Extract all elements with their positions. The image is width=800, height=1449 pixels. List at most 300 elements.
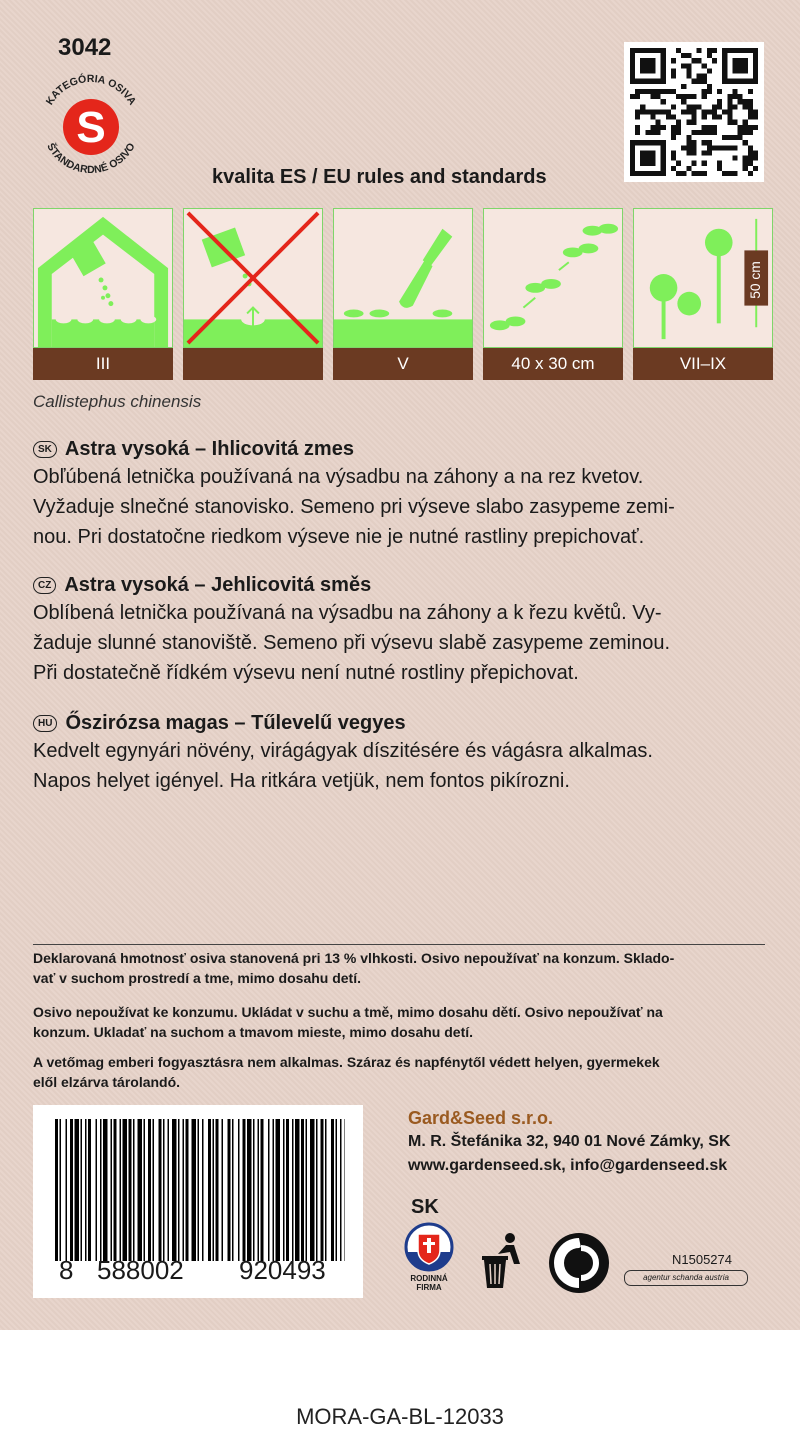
qr-module xyxy=(697,171,702,176)
barcode-bar xyxy=(66,1119,68,1261)
qr-module xyxy=(671,104,676,109)
print-code: MORA-GA-BL-12033 xyxy=(296,1404,504,1429)
qr-module xyxy=(691,171,696,176)
qr-module xyxy=(753,150,758,155)
language-badge: SK xyxy=(33,441,57,458)
qr-module xyxy=(717,161,722,166)
badge-top-text: KATEGÓRIA OSIVA xyxy=(43,72,139,108)
qr-module xyxy=(702,109,707,114)
slovak-family-firm-icon xyxy=(404,1222,454,1272)
barcode-bar xyxy=(144,1119,146,1261)
qr-module xyxy=(691,130,696,135)
qr-module xyxy=(640,89,645,94)
barcode-bar xyxy=(268,1119,270,1261)
barcode-bar xyxy=(103,1119,108,1261)
qr-module xyxy=(717,166,722,171)
qr-module xyxy=(681,145,686,150)
barcode-bar xyxy=(153,1119,155,1261)
badge-bottom-text: ŠTANDARDNÉ OSIVO xyxy=(44,141,138,176)
qr-module xyxy=(712,104,717,109)
qr-module xyxy=(681,53,686,58)
greenhouse-sowing-icon xyxy=(33,208,173,348)
qr-module xyxy=(732,104,737,109)
qr-module xyxy=(702,161,707,166)
qr-module xyxy=(727,94,732,99)
qr-module xyxy=(748,89,753,94)
barcode-bar xyxy=(213,1119,215,1261)
barcode-bar xyxy=(316,1119,318,1261)
barcode-bars xyxy=(55,1119,345,1261)
cultivation-icons xyxy=(33,208,773,380)
qr-module xyxy=(666,115,671,120)
barcode-bar xyxy=(75,1119,80,1261)
qr-module xyxy=(650,109,655,114)
barcode-bar xyxy=(138,1119,143,1261)
height-label: 50 cm xyxy=(748,261,764,299)
qr-module xyxy=(691,120,696,125)
qr-module xyxy=(671,150,676,155)
qr-module xyxy=(727,120,732,125)
barcode-digit-first: 8 xyxy=(59,1255,74,1285)
barcode-bar xyxy=(228,1119,231,1261)
fine-line: konzum. Ukladať na suchom a tmavom mieste, mimo dosahu detí. xyxy=(33,1024,474,1040)
body-line: Při dostatečně řídkém výsevu není nutné rostliny přepichovat. xyxy=(33,662,579,684)
qr-module xyxy=(748,156,753,161)
qr-module xyxy=(702,63,707,68)
barcode-bar xyxy=(96,1119,98,1261)
qr-module xyxy=(681,171,686,176)
barcode-bar xyxy=(292,1119,294,1261)
section-title xyxy=(33,436,773,462)
ean-barcode xyxy=(33,1105,363,1298)
qr-module xyxy=(753,115,758,120)
qr-module xyxy=(697,79,702,84)
barcode-bar xyxy=(183,1119,185,1261)
qr-module xyxy=(743,120,748,125)
qr-module xyxy=(702,89,707,94)
qr-module xyxy=(743,99,748,104)
qr-module xyxy=(707,68,712,73)
barcode-bar xyxy=(253,1119,255,1261)
qr-module xyxy=(686,109,691,114)
no-direct-sow-pictogram xyxy=(183,208,323,380)
qr-module xyxy=(656,109,661,114)
qr-module xyxy=(676,120,681,125)
qr-module xyxy=(661,99,666,104)
qr-module xyxy=(753,156,758,161)
company-address: M. R. Štefánika 32, 940 01 Nové Zámky, SK xyxy=(408,1133,731,1150)
qr-module xyxy=(681,99,686,104)
qr-module xyxy=(722,135,727,140)
barcode-bar xyxy=(208,1119,211,1261)
section-title xyxy=(33,710,773,736)
fine-line: A vetőmag emberi fogyasztásra nem alkalmas. Száraz és napfénytől védett helyen, gyermekek xyxy=(33,1054,660,1070)
qr-module xyxy=(738,99,743,104)
qr-module xyxy=(676,161,681,166)
qr-module xyxy=(727,145,732,150)
qr-module xyxy=(702,125,707,130)
fine-print-sk xyxy=(33,948,773,988)
qr-module xyxy=(707,145,712,150)
icon-label xyxy=(183,348,323,380)
bottom-strip xyxy=(0,1330,800,1449)
section-title xyxy=(33,572,773,598)
barcode-bar xyxy=(238,1119,240,1261)
qr-module xyxy=(650,125,655,130)
qr-module xyxy=(743,156,748,161)
qr-module xyxy=(681,84,686,89)
license-code: N1505274 xyxy=(672,1252,732,1267)
barcode-bar xyxy=(81,1119,83,1261)
qr-module xyxy=(712,145,717,150)
barcode-bar xyxy=(111,1119,113,1261)
qr-module xyxy=(681,63,686,68)
qr-module xyxy=(702,130,707,135)
qr-module xyxy=(712,109,717,114)
qr-module xyxy=(650,94,655,99)
language-badge: HU xyxy=(33,715,57,732)
qr-module xyxy=(671,115,676,120)
qr-module xyxy=(717,104,722,109)
body-line: Obľúbená letnička používaná na výsadbu na záhony a na rez kvetov. xyxy=(33,466,644,488)
company-name: Gard&Seed s.r.o. xyxy=(408,1108,554,1128)
barcode-bar xyxy=(202,1119,204,1261)
qr-module xyxy=(707,140,712,145)
barcode-bar xyxy=(198,1119,200,1261)
green-dot-icon xyxy=(548,1232,610,1294)
barcode-bar xyxy=(247,1119,252,1261)
qr-module xyxy=(681,109,686,114)
qr-module xyxy=(712,115,717,120)
barcode-bar xyxy=(168,1119,170,1261)
icon-label: V xyxy=(333,348,473,380)
qr-module xyxy=(661,89,666,94)
barcode-digits xyxy=(33,1255,363,1291)
company-info xyxy=(408,1106,731,1178)
qr-module xyxy=(686,145,691,150)
qr-module xyxy=(635,89,640,94)
qr-module xyxy=(743,104,748,109)
qr-module xyxy=(635,94,640,99)
barcode-bar xyxy=(283,1119,285,1261)
fine-line: elől elzárva tárolandó. xyxy=(33,1074,181,1090)
qr-module xyxy=(712,125,717,130)
agentur-logo: agentur schanda austria xyxy=(624,1270,748,1286)
qr-module xyxy=(722,171,727,176)
qr-module xyxy=(691,94,696,99)
barcode-bar xyxy=(261,1119,264,1261)
qr-module xyxy=(650,89,655,94)
qr-module xyxy=(697,58,702,63)
sk-sub-line1: RODINNÁ xyxy=(410,1274,448,1283)
barcode-bar xyxy=(258,1119,260,1261)
crossed-sowing-icon xyxy=(183,208,323,348)
qr-module xyxy=(671,58,676,63)
qr-module xyxy=(686,104,691,109)
body-line: Napos helyet igényel. Ha ritkára vetjük, nem fontos pikírozni. xyxy=(33,770,570,792)
body-line: nou. Pri dostatočne riedkom výseve nie je nutné rastliny prepichovať. xyxy=(33,526,645,548)
qr-module xyxy=(717,99,722,104)
flowering-pictogram xyxy=(633,208,773,380)
qr-module xyxy=(707,84,712,89)
barcode-bar xyxy=(295,1119,300,1261)
qr-module xyxy=(691,109,696,114)
qr-module xyxy=(671,68,676,73)
qr-module xyxy=(717,89,722,94)
barcode-bar xyxy=(276,1119,281,1261)
qr-code xyxy=(624,42,764,182)
qr-module xyxy=(727,99,732,104)
tidy-man-icon xyxy=(476,1230,532,1292)
fine-print-cz xyxy=(33,1002,773,1042)
qr-module xyxy=(732,89,737,94)
seed-category-badge xyxy=(32,68,150,186)
qr-module xyxy=(661,125,666,130)
qr-module xyxy=(630,94,635,99)
qr-module xyxy=(707,109,712,114)
qr-module xyxy=(671,89,676,94)
qr-module xyxy=(722,109,727,114)
barcode-bar xyxy=(70,1119,73,1261)
qr-module xyxy=(671,130,676,135)
barcode-bar xyxy=(286,1119,289,1261)
body-line: Oblíbená letnička používaná na výsadbu na záhony a k řezu květů. Vy- xyxy=(33,602,662,624)
qr-module xyxy=(738,135,743,140)
qr-module xyxy=(727,171,732,176)
qr-finder xyxy=(640,150,655,165)
seedling-spacing-icon xyxy=(483,208,623,348)
barcode-bar xyxy=(123,1119,128,1261)
barcode-bar xyxy=(120,1119,122,1261)
qr-module xyxy=(712,48,717,53)
qr-module xyxy=(717,145,722,150)
qr-module xyxy=(691,161,696,166)
qr-module xyxy=(743,140,748,145)
qr-module xyxy=(732,135,737,140)
qr-module xyxy=(671,74,676,79)
barcode-bar xyxy=(55,1119,58,1261)
company-web: www.gardenseed.sk, info@gardenseed.sk xyxy=(408,1157,728,1174)
body-line: žaduje slunné stanoviště. Semeno při výsevu slabě zasypeme zeminou. xyxy=(33,632,671,654)
qr-module xyxy=(656,130,661,135)
sk-family-firm-text xyxy=(400,1274,458,1292)
qr-module xyxy=(691,115,696,120)
qr-module xyxy=(635,125,640,130)
barcode-bar xyxy=(336,1119,338,1261)
qr-module xyxy=(722,145,727,150)
qr-module xyxy=(732,94,737,99)
barcode-bar xyxy=(345,1119,346,1261)
qr-module xyxy=(753,125,758,130)
qr-module xyxy=(671,156,676,161)
barcode-bar xyxy=(192,1119,197,1261)
qr-module xyxy=(743,166,748,171)
product-number: 3042 xyxy=(58,34,112,61)
barcode-bar xyxy=(60,1119,62,1261)
qr-module xyxy=(676,48,681,53)
qr-module xyxy=(681,94,686,99)
sk-country-label: SK xyxy=(411,1196,439,1218)
qr-module xyxy=(656,89,661,94)
qr-module xyxy=(691,150,696,155)
barcode-bar xyxy=(178,1119,180,1261)
qr-module xyxy=(691,140,696,145)
qr-module xyxy=(748,150,753,155)
sow-indoors-pictogram xyxy=(33,208,173,380)
qr-module xyxy=(645,109,650,114)
barcode-bar xyxy=(273,1119,275,1261)
qr-module xyxy=(727,104,732,109)
qr-module xyxy=(640,104,645,109)
qr-module xyxy=(686,94,691,99)
qr-module xyxy=(702,115,707,120)
qr-module xyxy=(656,94,661,99)
qr-module xyxy=(748,171,753,176)
qr-module xyxy=(707,130,712,135)
sk-sub-line2: FIRMA xyxy=(416,1283,442,1292)
latin-name: Callistephus chinensis xyxy=(33,392,202,411)
qr-module xyxy=(697,48,702,53)
qr-module xyxy=(753,166,758,171)
description-hu xyxy=(33,710,773,796)
barcode-digits-right: 920493 xyxy=(239,1255,326,1285)
qr-module xyxy=(686,166,691,171)
qr-module xyxy=(707,150,712,155)
barcode-bar xyxy=(186,1119,189,1261)
qr-module xyxy=(748,161,753,166)
qr-module xyxy=(702,150,707,155)
fine-print-hu xyxy=(33,1052,773,1092)
barcode-bar xyxy=(85,1119,87,1261)
barcode-bar xyxy=(88,1119,91,1261)
barcode-digits-left: 588002 xyxy=(97,1255,184,1285)
fine-line: Osivo nepoužívat ke konzumu. Ukládat v suchu a tmě, mimo dosahu dětí. Osivo nepoužívať na xyxy=(33,1004,663,1020)
fine-line: vať v suchom prostredí a tme, mimo dosahu detí. xyxy=(33,970,362,986)
qr-module xyxy=(661,109,666,114)
qr-module xyxy=(732,171,737,176)
qr-module xyxy=(738,130,743,135)
qr-module xyxy=(686,135,691,140)
barcode-bar xyxy=(100,1119,102,1261)
qr-module xyxy=(686,63,691,68)
qr-module xyxy=(635,109,640,114)
qr-module xyxy=(712,130,717,135)
barcode-bar xyxy=(325,1119,327,1261)
qr-module xyxy=(717,115,722,120)
qr-module xyxy=(748,130,753,135)
qr-module xyxy=(738,125,743,130)
fine-line: Deklarovaná hmotnosť osiva stanovená pri 13 % vlhkosti. Osivo nepoužívať na konzum. Sklado- xyxy=(33,950,675,966)
title-text: Astra vysoká – Ihlicovitá zmes xyxy=(64,438,354,460)
qr-module xyxy=(743,161,748,166)
title-text: Astra vysoká – Jehlicovitá směs xyxy=(64,574,372,596)
qr-module xyxy=(748,99,753,104)
barcode-bar xyxy=(321,1119,324,1261)
qr-module xyxy=(666,109,671,114)
icon-label: 40 x 30 cm xyxy=(483,348,623,380)
qr-module xyxy=(671,166,676,171)
qr-module xyxy=(691,58,696,63)
qr-module xyxy=(738,94,743,99)
qr-finder xyxy=(732,58,747,73)
qr-module xyxy=(707,89,712,94)
qr-module xyxy=(702,74,707,79)
barcode-bar xyxy=(310,1119,315,1261)
flower-height-icon xyxy=(633,208,773,348)
barcode-bar xyxy=(232,1119,234,1261)
qr-module xyxy=(707,125,712,130)
barcode-bar xyxy=(301,1119,304,1261)
qr-module xyxy=(732,145,737,150)
qr-module xyxy=(748,125,753,130)
qr-module xyxy=(748,104,753,109)
qr-module xyxy=(691,145,696,150)
qr-module xyxy=(702,94,707,99)
qr-module xyxy=(743,130,748,135)
qr-module xyxy=(635,130,640,135)
qr-module xyxy=(732,156,737,161)
icon-label: VII–IX xyxy=(633,348,773,380)
qr-module xyxy=(748,145,753,150)
barcode-bar xyxy=(222,1119,224,1261)
plant-out-pictogram xyxy=(333,208,473,380)
qr-module xyxy=(727,135,732,140)
icon-label: III xyxy=(33,348,173,380)
qr-module xyxy=(748,109,753,114)
body-line: Kedvelt egynyári növény, virágágyak díszitésére és vágásra alkalmas. xyxy=(33,740,653,762)
qr-module xyxy=(707,53,712,58)
qr-module xyxy=(676,171,681,176)
qr-module xyxy=(635,115,640,120)
qr-module xyxy=(676,130,681,135)
qr-module xyxy=(676,94,681,99)
barcode-bar xyxy=(243,1119,246,1261)
barcode-bar xyxy=(163,1119,165,1261)
qr-module xyxy=(686,120,691,125)
qr-module xyxy=(671,125,676,130)
qr-module xyxy=(702,140,707,145)
barcode-bar xyxy=(148,1119,151,1261)
qr-module xyxy=(727,109,732,114)
qr-module xyxy=(686,150,691,155)
qr-module xyxy=(676,125,681,130)
divider xyxy=(33,944,765,945)
language-badge: CZ xyxy=(33,577,56,594)
qr-module xyxy=(702,79,707,84)
spacing-pictogram xyxy=(483,208,623,380)
barcode-bar xyxy=(133,1119,135,1261)
barcode-bar xyxy=(216,1119,219,1261)
qr-module xyxy=(671,135,676,140)
badge-letter: S xyxy=(76,103,106,152)
qr-module xyxy=(753,109,758,114)
qr-module xyxy=(691,79,696,84)
qr-module xyxy=(727,115,732,120)
body-line: Vyžaduje slnečné stanovisko. Semeno pri výseve slabo zasypeme zemi- xyxy=(33,496,675,518)
barcode-bar xyxy=(306,1119,308,1261)
qr-module xyxy=(650,115,655,120)
qr-module xyxy=(686,140,691,145)
qr-module xyxy=(686,74,691,79)
barcode-bar xyxy=(331,1119,334,1261)
qr-module xyxy=(702,171,707,176)
qr-module xyxy=(656,120,661,125)
barcode-bar xyxy=(114,1119,117,1261)
qr-module xyxy=(686,53,691,58)
barcode-bar xyxy=(159,1119,162,1261)
qr-module xyxy=(748,115,753,120)
qr-module xyxy=(691,104,696,109)
